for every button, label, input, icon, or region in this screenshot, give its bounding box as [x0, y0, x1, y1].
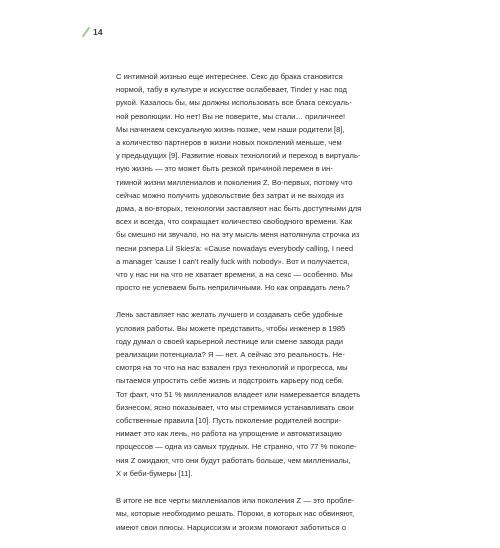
text-line: песни рэпера Lil Skies'а: «Cause nowadays everybody calling, I need: [116, 243, 354, 253]
text-line: всех и всегда, что сокращает количество свободного времени. Как: [116, 217, 353, 227]
text-line: собственные правила [10]. Пусть поколение родителей воспри-: [116, 416, 342, 426]
text-line: просто не успеваем быть неприличными. Но как оправдать лень?: [116, 283, 350, 293]
text-line: рукой. Казалось бы, мы должны использовать все блага сексуаль-: [116, 98, 352, 108]
text-line: a manager 'cause I can't really fuck with nobody». Вот и получается,: [116, 256, 350, 266]
paragraph-3: [116, 494, 412, 534]
text-line: бизнесом, ясно показывает, что мы стремимся устанавливать свои: [116, 402, 354, 412]
text-line: Лень заставляет нас желать лучшего и создавать себе удобные: [116, 310, 343, 320]
page-number-slash-mark: [82, 26, 90, 37]
text-line: Мы начинаем сексуальную жизнь позже, чем наши родители [8],: [116, 124, 345, 134]
text-line: реализации потенциала? Я — нет. А сейчас это реальность. Не-: [116, 350, 345, 360]
text-line: дома, а во-вторых, технологии заставляют нас быть доступными для: [116, 204, 362, 214]
text-line: нимает это как лень, но работа на упрощение и автоматизацию: [116, 429, 342, 439]
text-line: пытаемся упростить себе жизнь и подстроить карьеру под себя.: [116, 376, 344, 386]
text-line: имеют свои плюсы. Нарциссизм и эгоизм помогают заботиться о: [116, 522, 346, 532]
text-line: мы, которые необходимо решать. Пороки, в которых нас обвиняют,: [116, 509, 355, 519]
text-line: нормой, табу в культуре и искусстве ослабевает, Tinder у нас под: [116, 85, 347, 95]
text-line: сейчас можно получить удовольствие без затрат и не выходя из: [116, 190, 344, 200]
text-line: у предыдущих [9]. Развитие новых технологий и переход в виртуаль-: [116, 151, 361, 161]
body-text: [116, 70, 412, 548]
text-line: С интимной жизнью еще интереснее. Секс до брака становится: [116, 72, 343, 81]
text-line: смотря на то что на нас взвален груз технологий и прогресса, мы: [116, 363, 348, 373]
text-line: ния Z ожидают, что они будут работать больше, чем миллениалы,: [116, 455, 351, 465]
text-line: ной революции. Но нет! Вы не поверите, мы стали… приличнее!: [116, 111, 346, 121]
text-line: году думал о своей карьерной лестнице или смене завода ради: [116, 336, 344, 346]
text-line: условия работы. Вы можете представить, чтобы инженер в 1985: [116, 323, 346, 333]
page-header: [82, 26, 103, 37]
text-line: В итоге не все черты миллениалов или поколения Z — это пробле-: [116, 496, 355, 506]
text-line: процессов — одна из самых трудных. Не странно, что 77 % поколе-: [116, 442, 357, 452]
text-line: ную жизнь — это может быть резкой причиной перемен в ин-: [116, 164, 333, 174]
paragraph-1: [116, 70, 412, 294]
text-line: Тот факт, что 51 % миллениалов владеет или намеревается владеть: [116, 389, 361, 399]
paragraph-2: [116, 308, 412, 480]
text-line: X и беби-бумеры [11].: [116, 468, 193, 478]
text-line: что у нас ни на что не хватает времени, а на секс — особенно. Мы: [116, 270, 353, 280]
text-line: бы смешно ни звучало, но на эту мысль меня натолкнула строчка из: [116, 230, 360, 240]
text-line: тимной жизни миллениалов и поколения Z. Во-первых, потому что: [116, 177, 353, 187]
page-number: 14: [93, 26, 103, 37]
text-line: а количество партнеров в жизни новых поколений меньше, чем: [116, 138, 342, 148]
